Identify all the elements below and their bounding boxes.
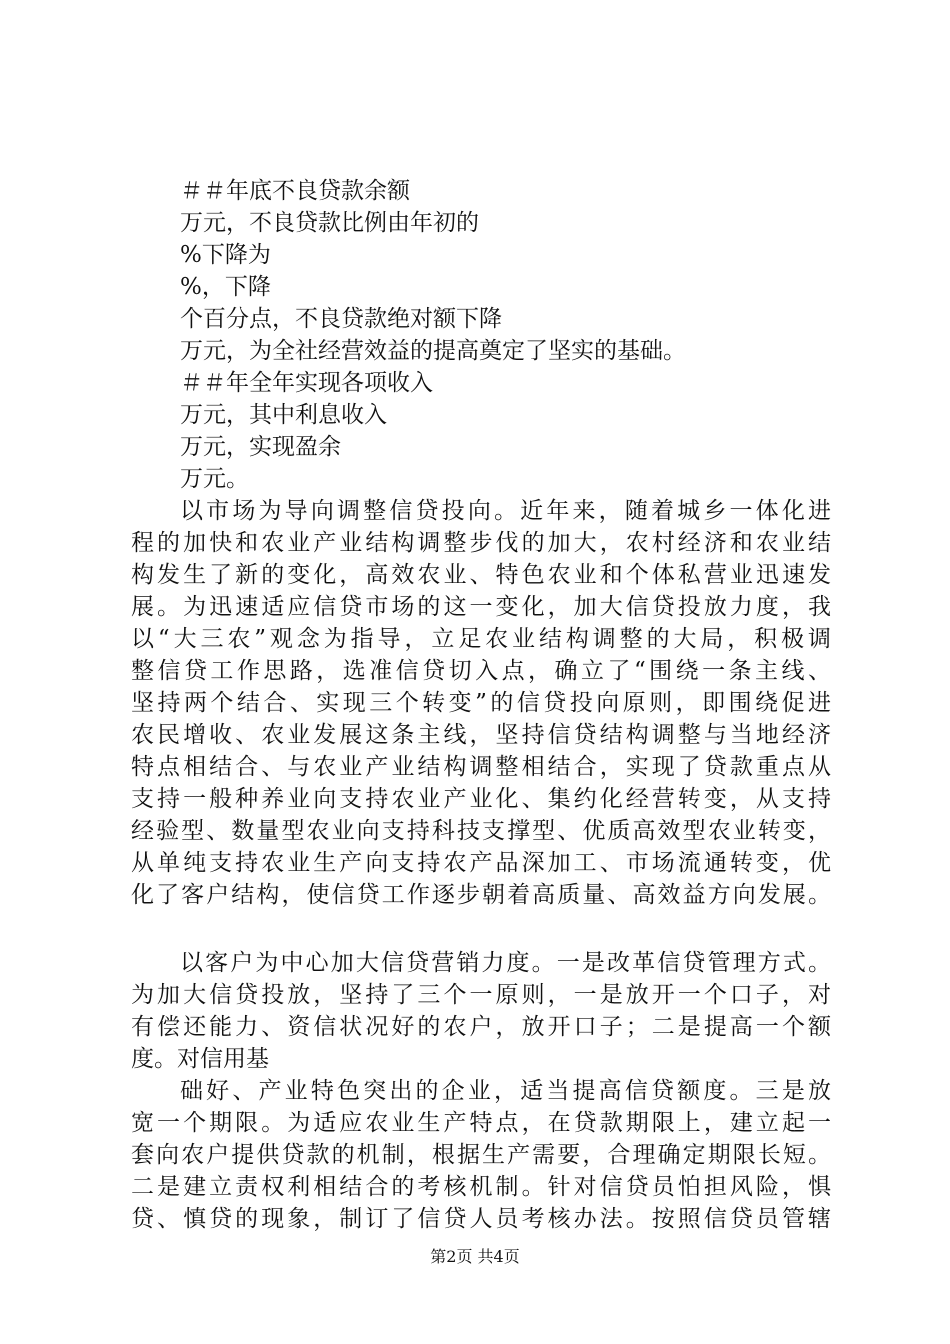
text-line: 经验型、数量型农业向支持科技支撑型、优质高效型农业转变， bbox=[131, 818, 831, 844]
text-line: 二是建立责权利相结合的考核机制。针对信贷员怕担风险，惧 bbox=[131, 1174, 831, 1200]
text-line: 万元，为全社经营效益的提高奠定了坚实的基础。 bbox=[180, 338, 686, 364]
text-line: ＃＃年底不良贷款余额 bbox=[180, 178, 410, 204]
text-line: 础好、产业特色突出的企业，适当提高信贷额度。三是放 bbox=[180, 1078, 831, 1104]
text-line: 展。为迅速适应信贷市场的这一变化，加大信贷投放力度，我 bbox=[131, 594, 831, 620]
text-line: 从单纯支持农业生产向支持农产品深加工、市场流通转变，优 bbox=[131, 850, 831, 876]
paragraph-first-line: 以市场为导向调整信贷投向。近年来，随着城乡一体化进 bbox=[180, 498, 831, 524]
text-line: 宽一个期限。为适应农业生产特点，在贷款期限上，建立起一 bbox=[131, 1110, 831, 1136]
text-line: 程的加快和农业产业结构调整步伐的加大，农村经济和农业结 bbox=[131, 530, 831, 556]
text-line: %下降为 bbox=[180, 242, 271, 268]
text-line: 贷、慎贷的现象，制订了信贷人员考核办法。按照信贷员管辖 bbox=[131, 1206, 831, 1232]
text-line: 以“大三农”观念为指导，立足农业结构调整的大局，积极调 bbox=[131, 626, 831, 652]
paragraph-first-line: 以客户为中心加大信贷营销力度。一是改革信贷管理方式。 bbox=[180, 950, 831, 976]
text-line: 农民增收、农业发展这条主线，坚持信贷结构调整与当地经济 bbox=[131, 722, 831, 748]
text-line: ＃＃年全年实现各项收入 bbox=[180, 370, 433, 396]
text-line: 万元，不良贷款比例由年初的 bbox=[180, 210, 479, 236]
text-line: 支持一般种养业向支持农业产业化、集约化经营转变，从支持 bbox=[131, 786, 831, 812]
text-line: 万元，其中利息收入 bbox=[180, 402, 387, 428]
text-line: 坚持两个结合、实现三个转变”的信贷投向原则，即围绕促进 bbox=[131, 690, 831, 716]
text-line: 整信贷工作思路，选准信贷切入点，确立了“围绕一条主线、 bbox=[131, 658, 831, 684]
text-line: 为加大信贷投放，坚持了三个一原则，一是放开一个口子，对 bbox=[131, 982, 831, 1008]
page-footer: 第2页 共4页 bbox=[430, 1247, 520, 1266]
text-line: 特点相结合、与农业产业结构调整相结合，实现了贷款重点从 bbox=[131, 754, 831, 780]
text-line: 化了客户结构，使信贷工作逐步朝着高质量、高效益方向发展。 bbox=[131, 882, 831, 908]
text-line: %，下降 bbox=[180, 274, 271, 300]
text-line: 万元。 bbox=[180, 466, 249, 492]
text-line: 个百分点，不良贷款绝对额下降 bbox=[180, 306, 502, 332]
text-line: 度。对信用基 bbox=[131, 1046, 269, 1072]
text-line: 万元，实现盈余 bbox=[180, 434, 341, 460]
text-line: 套向农户提供贷款的机制，根据生产需要，合理确定期限长短。 bbox=[131, 1142, 831, 1168]
text-line: 构发生了新的变化，高效农业、特色农业和个体私营业迅速发 bbox=[131, 562, 831, 588]
text-line: 有偿还能力、资信状况好的农户，放开口子；二是提高一个额 bbox=[131, 1014, 831, 1040]
